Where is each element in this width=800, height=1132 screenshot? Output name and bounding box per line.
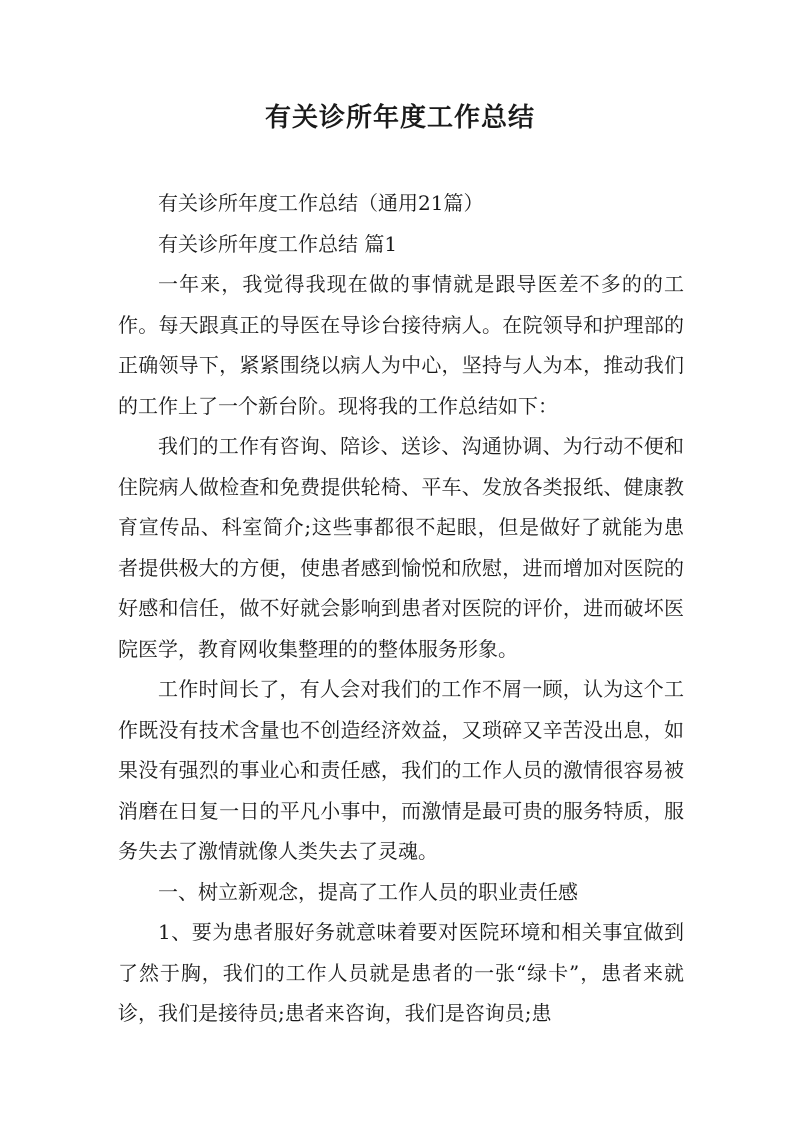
- paragraph: 一年来，我觉得我现在做的事情就是跟导医差不多的的工作。每天跟真正的导医在导诊台接待病人。在院领导和护理部的正确领导下，紧紧围绕以病人为中心，坚持与人为本，推动我们的工作上了一个新台阶。现将我的工作总结如下：: [118, 272, 684, 418]
- subheading: 一、树立新观念，提高了工作人员的职业责任感: [158, 879, 578, 904]
- paragraph: 工作时间长了，有人会对我们的工作不屑一顾，认为这个工作既没有技术含量也不创造经济效益，又琐碎又辛苦没出息，如果没有强烈的事业心和责任感，我们的工作人员的激情很容易被消磨在日复一日的平凡小事中，而激情是最可贵的服务特质，服务失去了激情就像人类失去了灵魂。: [118, 677, 684, 863]
- paragraph: 我们的工作有咨询、陪诊、送诊、沟通协调、为行动不便和住院病人做检查和免费提供轮椅、平车、发放各类报纸、健康教育宣传品、科室简介;这些事都很不起眼，但是做好了就能为患者提供极大的方便，使患者感到愉悦和欣慰，进而增加对医院的好感和信任，做不好就会影响到患者对医院的评价，进而破坏医院医学，教育网收集整理的的整体服务形象。: [118, 434, 684, 661]
- paragraph: 1、要为患者服好务就意味着要对医院环境和相关事宜做到了然于胸，我们的工作人员就是患者的一张“绿卡”，患者来就诊，我们是接待员;患者来咨询，我们是咨询员;患: [118, 920, 684, 1025]
- document-body: [118, 183, 684, 1034]
- intro-line: 有关诊所年度工作总结（通用21篇）: [158, 191, 484, 215]
- document-title: 有关诊所年度工作总结: [264, 103, 535, 133]
- section-heading: 有关诊所年度工作总结 篇1: [158, 231, 398, 256]
